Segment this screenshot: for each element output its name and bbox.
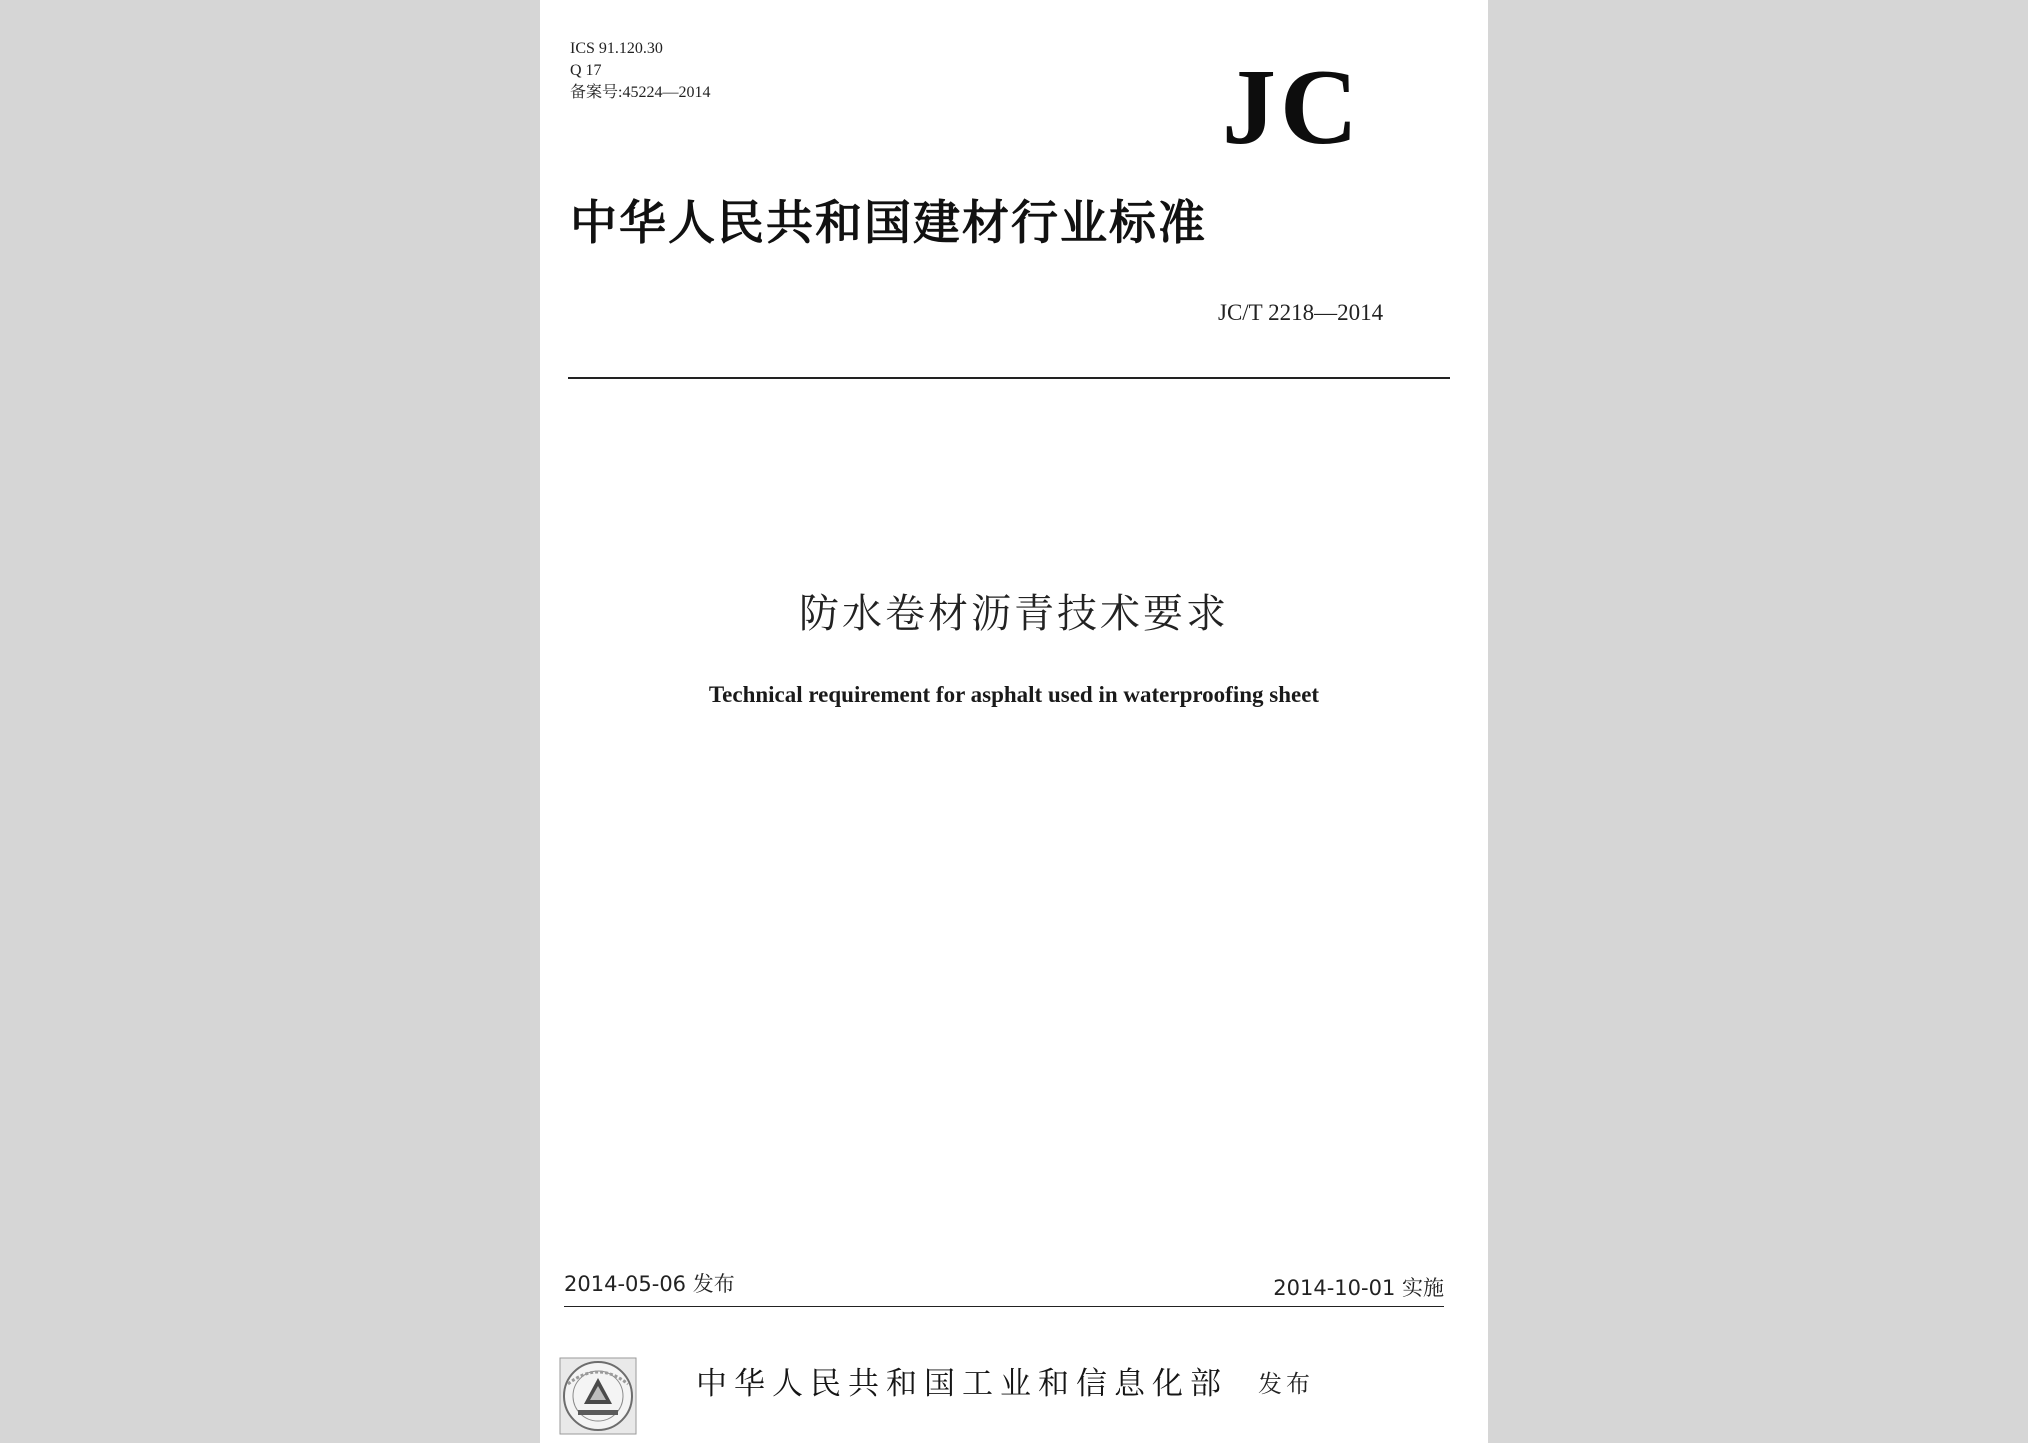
document-title-cn: 防水卷材沥青技术要求 [799,591,1229,637]
footer-divider [564,1306,1444,1307]
header-divider [568,377,1450,379]
issuing-authority: 中华人民共和国工业和信息化部 [696,1366,1228,1402]
standard-category-title: 中华人民共和国建材行业标准 [570,196,1207,251]
issuing-label: 发布 [1258,1370,1314,1398]
record-number: 备案号:45224—2014 [570,84,711,101]
document-title-en: Technical requirement for asphalt used in waterproofing sheet [708,682,1320,707]
ccs-code: Q 17 [570,62,602,79]
classification-block [570,38,710,104]
jc-logo: JC [1222,48,1362,167]
document-page [540,0,1488,1443]
issue-date: 2014-05-06 发布 [564,1272,735,1296]
publisher-seal-icon [556,1354,640,1438]
ics-code: ICS 91.120.30 [570,40,663,57]
implementation-date: 2014-10-01 实施 [1273,1276,1444,1300]
standard-number: JC/T 2218—2014 [1218,300,1384,325]
